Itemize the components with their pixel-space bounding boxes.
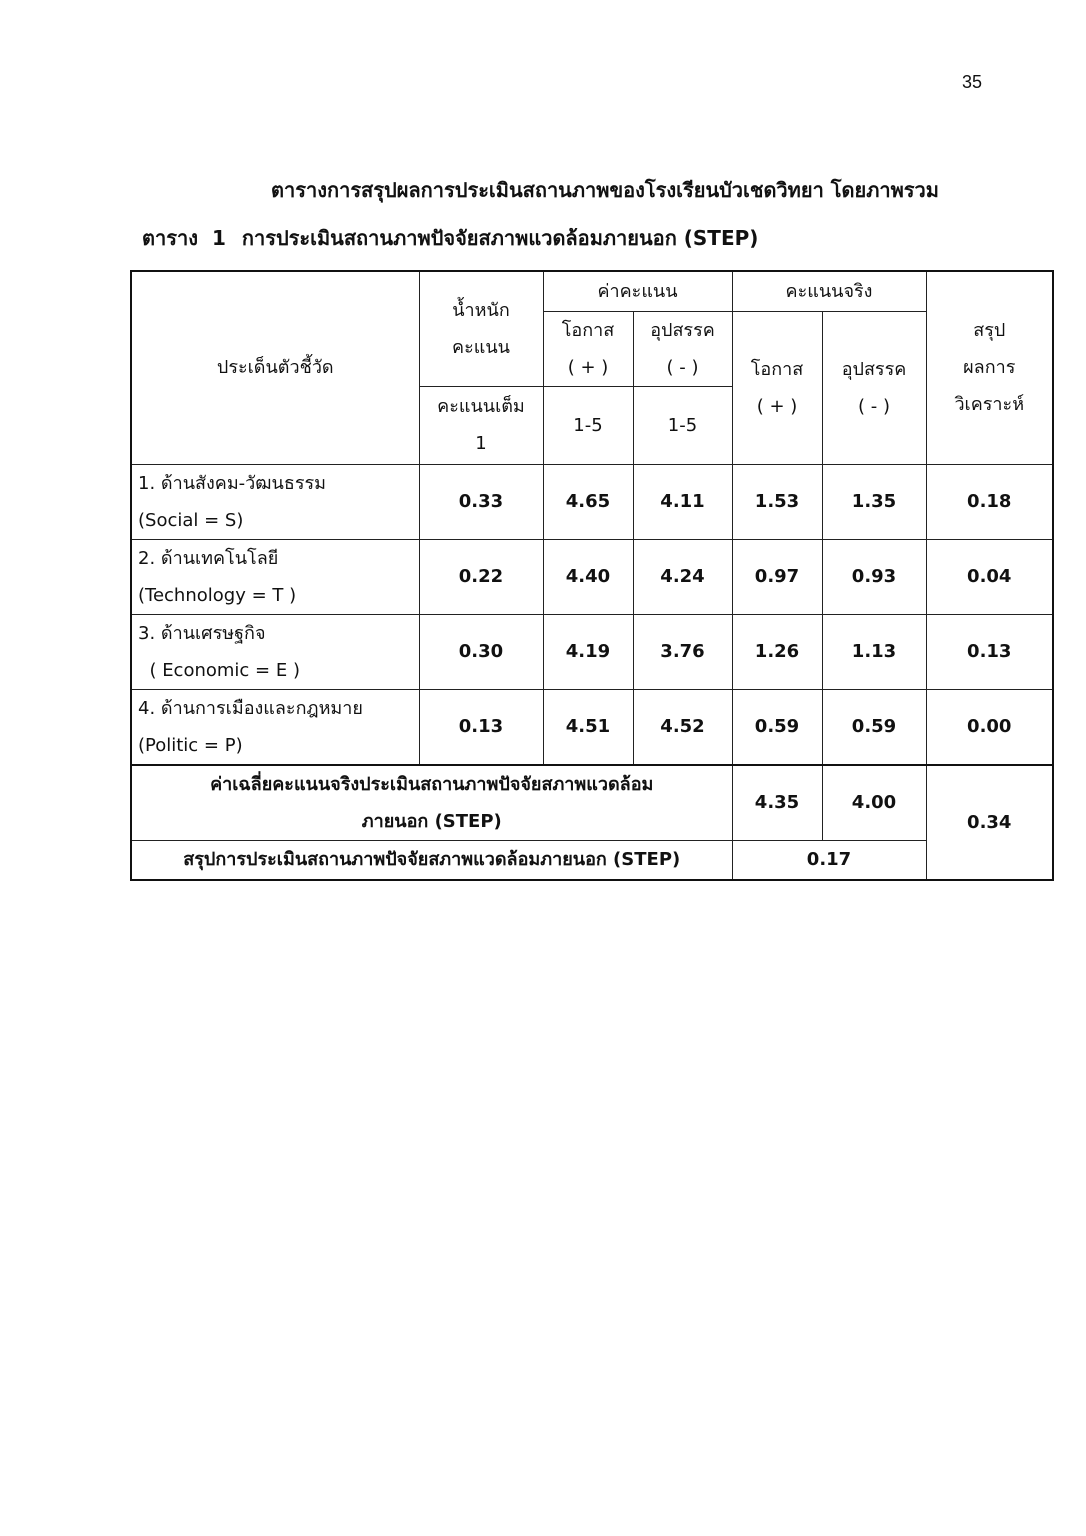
cell-weight: 0.33 <box>419 464 543 539</box>
cell-weight: 0.22 <box>419 539 543 614</box>
header-range-opportunity: 1-5 <box>543 386 633 464</box>
row-label-line2: (Technology = T ) <box>138 584 297 606</box>
row-label-line1: 1. ด้านสังคม-วัฒนธรรม <box>138 472 327 494</box>
average-row <box>131 765 1053 841</box>
header-real-obstacle-sign: ( - ) <box>858 395 890 417</box>
cell-weight: 0.13 <box>419 689 543 765</box>
row-label-line2: ( Economic = E ) <box>138 659 300 681</box>
header-real-obstacle <box>822 311 926 464</box>
header-opportunity <box>543 311 633 386</box>
cell-real-opportunity: 0.97 <box>732 539 822 614</box>
row-label-line1: 4. ด้านการเมืองและกฎหมาย <box>138 697 363 719</box>
header-weight <box>419 271 543 386</box>
header-obstacle-sign: ( - ) <box>666 356 699 378</box>
header-summary-line1: สรุป <box>973 320 1006 342</box>
header-weight-line2: คะแนน <box>452 336 510 358</box>
cell-score-opportunity: 4.19 <box>543 614 633 689</box>
cell-score-obstacle: 3.76 <box>633 614 732 689</box>
cell-real-obstacle: 0.59 <box>822 689 926 765</box>
conclusion-row <box>131 841 1053 880</box>
cell-score-obstacle: 4.24 <box>633 539 732 614</box>
header-real-opportunity <box>732 311 822 464</box>
average-label-line1: ค่าเฉลี่ยคะแนนจริงประเมินสถานภาพปัจจัยสภาพแวดล้อม <box>210 773 654 795</box>
header-opportunity-label: โอกาส <box>561 319 615 341</box>
header-obstacle-label: อุปสรรค <box>650 319 715 341</box>
cell-summary: 0.00 <box>926 689 1053 765</box>
cell-score-obstacle: 4.11 <box>633 464 732 539</box>
conclusion-label: สรุปการประเมินสถานภาพปัจจัยสภาพแวดล้อมภายนอก (STEP) <box>131 841 732 880</box>
cell-score-obstacle: 4.52 <box>633 689 732 765</box>
cell-real-opportunity: 0.59 <box>732 689 822 765</box>
row-label-line1: 2. ด้านเทคโนโลยี <box>138 547 279 569</box>
caption-number: 1 <box>211 226 226 250</box>
header-real-opportunity-sign: ( + ) <box>756 395 798 417</box>
cell-score-opportunity: 4.40 <box>543 539 633 614</box>
table-row-economic <box>131 614 1053 689</box>
row-label <box>131 464 419 539</box>
header-weight-full <box>419 386 543 464</box>
header-summary-line3: วิเคราะห์ <box>954 394 1025 416</box>
cell-score-opportunity: 4.65 <box>543 464 633 539</box>
row-label-line2: (Social = S) <box>138 509 244 531</box>
step-evaluation-table <box>130 270 1054 881</box>
header-weight-line1: น้ำหนัก <box>452 299 510 321</box>
cell-real-opportunity: 1.53 <box>732 464 822 539</box>
page-number: 35 <box>962 72 983 92</box>
header-score-group: ค่าคะแนน <box>543 271 732 311</box>
average-label-line2: ภายนอก (STEP) <box>361 810 502 832</box>
header-weight-full-line2: 1 <box>475 433 487 454</box>
average-real-obstacle: 4.00 <box>822 765 926 841</box>
table-row-politic <box>131 689 1053 765</box>
cell-summary: 0.18 <box>926 464 1053 539</box>
average-real-opportunity: 4.35 <box>732 765 822 841</box>
conclusion-value: 0.17 <box>732 841 926 880</box>
header-real-opportunity-label: โอกาส <box>750 358 804 380</box>
cell-summary: 0.13 <box>926 614 1053 689</box>
average-label <box>131 765 732 841</box>
table-row-technology <box>131 539 1053 614</box>
cell-real-opportunity: 1.26 <box>732 614 822 689</box>
table-row-social <box>131 464 1053 539</box>
header-range-obstacle: 1-5 <box>633 386 732 464</box>
cell-summary: 0.04 <box>926 539 1053 614</box>
row-label <box>131 689 419 765</box>
header-obstacle <box>633 311 732 386</box>
header-real-obstacle-label: อุปสรรค <box>841 358 907 380</box>
table-caption <box>142 222 758 254</box>
cell-score-opportunity: 4.51 <box>543 689 633 765</box>
header-summary <box>926 271 1053 464</box>
cell-real-obstacle: 0.93 <box>822 539 926 614</box>
row-label-line2: (Politic = P) <box>138 734 243 756</box>
average-summary: 0.34 <box>926 765 1053 880</box>
header-weight-full-line1: คะแนนเต็ม <box>437 396 525 417</box>
caption-text: การประเมินสถานภาพปัจจัยสภาพแวดล้อมภายนอก (STEP) <box>241 226 759 250</box>
row-label <box>131 539 419 614</box>
cell-weight: 0.30 <box>419 614 543 689</box>
header-row-1 <box>131 271 1053 311</box>
cell-real-obstacle: 1.35 <box>822 464 926 539</box>
row-label <box>131 614 419 689</box>
header-summary-line2: ผลการ <box>963 357 1016 379</box>
header-opportunity-sign: ( + ) <box>567 356 609 378</box>
caption-label: ตาราง <box>142 226 198 250</box>
document-title: ตารางการสรุปผลการประเมินสถานภาพของโรงเรียนบัวเชดวิทยา โดยภาพรวม <box>271 178 939 202</box>
header-indicator: ประเด็นตัวชี้วัด <box>131 271 419 464</box>
row-label-line1: 3. ด้านเศรษฐกิจ <box>138 622 266 644</box>
header-real-score-group: คะแนนจริง <box>732 271 926 311</box>
cell-real-obstacle: 1.13 <box>822 614 926 689</box>
